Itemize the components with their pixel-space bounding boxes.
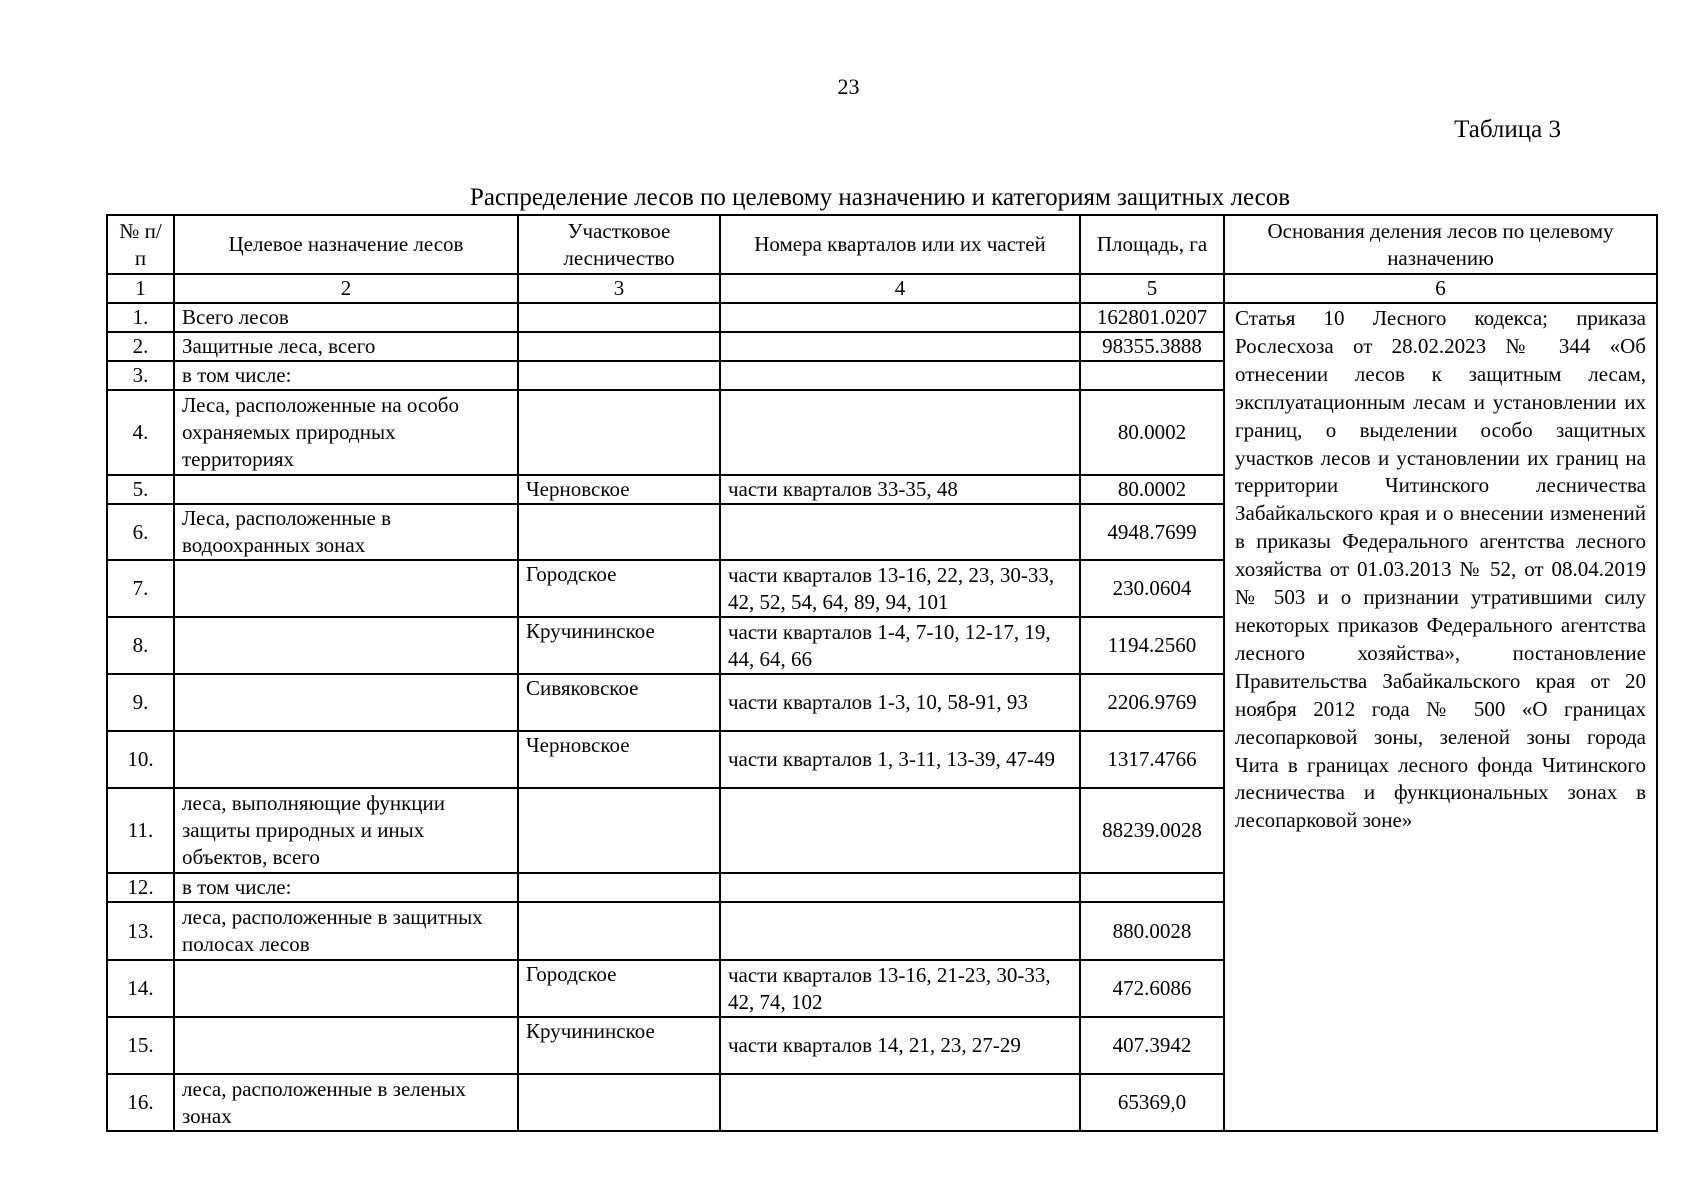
row-purpose: Защитные леса, всего (174, 332, 518, 361)
row-number: 8. (107, 617, 174, 674)
column-number: 2 (174, 274, 518, 303)
header-quarters: Номера кварталов или их частей (720, 215, 1080, 274)
header-forestry: Участковое лесничество (518, 215, 720, 274)
column-number: 6 (1224, 274, 1657, 303)
row-area: 80.0002 (1080, 390, 1224, 475)
row-forestry (518, 332, 720, 361)
row-number: 3. (107, 361, 174, 390)
row-quarters (720, 361, 1080, 390)
column-number: 5 (1080, 274, 1224, 303)
row-area: 407.3942 (1080, 1017, 1224, 1074)
row-area: 4948.7699 (1080, 504, 1224, 560)
row-area: 472.6086 (1080, 960, 1224, 1017)
row-quarters (720, 504, 1080, 560)
row-quarters (720, 303, 1080, 332)
row-forestry (518, 902, 720, 960)
row-purpose: Леса, расположенные на особо охраняемых природных территориях (174, 390, 518, 475)
row-forestry (518, 303, 720, 332)
row-forestry (518, 788, 720, 873)
row-quarters (720, 332, 1080, 361)
row-area: 98355.3888 (1080, 332, 1224, 361)
row-quarters: части кварталов 14, 21, 23, 27-29 (720, 1017, 1080, 1074)
row-area: 1317.4766 (1080, 731, 1224, 788)
column-number: 4 (720, 274, 1080, 303)
row-forestry: Кручининское (518, 1017, 720, 1074)
column-number: 3 (518, 274, 720, 303)
row-number: 16. (107, 1074, 174, 1131)
row-number: 10. (107, 731, 174, 788)
row-quarters: части кварталов 1-3, 10, 58-91, 93 (720, 674, 1080, 731)
table-title: Распределение лесов по целевому назначению и категориям защитных лесов (469, 184, 1291, 211)
row-purpose (174, 560, 518, 617)
row-purpose (174, 674, 518, 731)
row-quarters: части кварталов 13-16, 22, 23, 30-33, 42, 52, 54, 64, 89, 94, 101 (720, 560, 1080, 617)
row-forestry: Городское (518, 560, 720, 617)
row-number: 13. (107, 902, 174, 960)
column-number: 1 (107, 274, 174, 303)
row-area (1080, 361, 1224, 390)
row-purpose (174, 960, 518, 1017)
row-quarters (720, 902, 1080, 960)
row-purpose: леса, расположенные в защитных полосах лесов (174, 902, 518, 960)
header-purpose: Целевое назначение лесов (174, 215, 518, 274)
row-quarters (720, 390, 1080, 475)
row-number: 1. (107, 303, 174, 332)
row-number: 7. (107, 560, 174, 617)
row-forestry (518, 873, 720, 902)
row-forestry: Сивяковское (518, 674, 720, 731)
row-area: 880.0028 (1080, 902, 1224, 960)
row-purpose (174, 1017, 518, 1074)
row-number: 2. (107, 332, 174, 361)
row-number: 9. (107, 674, 174, 731)
row-purpose (174, 617, 518, 674)
header-row (107, 215, 1657, 274)
row-area: 2206.9769 (1080, 674, 1224, 731)
header-area: Площадь, га (1080, 215, 1224, 274)
row-quarters (720, 873, 1080, 902)
row-area (1080, 873, 1224, 902)
row-purpose: леса, выполняющие функции защиты природных и иных объектов, всего (174, 788, 518, 873)
row-forestry: Городское (518, 960, 720, 1017)
row-area: 65369,0 (1080, 1074, 1224, 1131)
row-purpose: Леса, расположенные в водоохранных зонах (174, 504, 518, 560)
row-quarters (720, 788, 1080, 873)
table-row (107, 303, 1657, 332)
row-quarters: части кварталов 1, 3-11, 13-39, 47-49 (720, 731, 1080, 788)
row-number: 11. (107, 788, 174, 873)
row-forestry (518, 361, 720, 390)
row-quarters: части кварталов 33-35, 48 (720, 475, 1080, 504)
row-number: 6. (107, 504, 174, 560)
header-basis: Основания деления лесов по целевому назначению (1224, 215, 1657, 274)
row-area: 230.0604 (1080, 560, 1224, 617)
row-purpose: Всего лесов (174, 303, 518, 332)
row-number: 15. (107, 1017, 174, 1074)
row-number: 5. (107, 475, 174, 504)
row-purpose (174, 475, 518, 504)
column-number-row (107, 274, 1657, 303)
row-purpose: леса, расположенные в зеленых зонах (174, 1074, 518, 1131)
row-area: 88239.0028 (1080, 788, 1224, 873)
row-purpose: в том числе: (174, 361, 518, 390)
row-quarters (720, 1074, 1080, 1131)
row-number: 14. (107, 960, 174, 1017)
row-forestry (518, 390, 720, 475)
page-number: 23 (837, 74, 860, 99)
row-number: 12. (107, 873, 174, 902)
row-number: 4. (107, 390, 174, 475)
basis-text: Статья 10 Лесного кодекса; приказа Рослесхоза от 28.02.2023 № 344 «Об отнесении лесов к защитным лесам, эксплуатационным лесам и установлении их границ, о выделении особо защитных участков лесов и установлении их границ на территории Читинского лесничества Забайкальского края и о внесении изменений в приказы Федерального агентства лесного хозяйства от 01.03.2013 № 52, от 08.04.2019 № 503 и о признании утратившими силу некоторых приказов Федерального агентства лесного хозяйства», постановление Правительства Забайкальского края от 20 ноября 2012 года № 500 «О границах лесопарковой зоны, зеленой зоны города Чита в границах лесного фонда Читинского лесничества и функциональных зонах в лесопарковой зоне» (1224, 303, 1657, 1131)
header-no: № п/п (107, 215, 174, 274)
row-purpose: в том числе: (174, 873, 518, 902)
row-forestry: Черновское (518, 731, 720, 788)
row-forestry (518, 504, 720, 560)
row-forestry: Кручининское (518, 617, 720, 674)
forest-distribution-table (106, 214, 1658, 1132)
row-area: 80.0002 (1080, 475, 1224, 504)
row-quarters: части кварталов 1-4, 7-10, 12-17, 19, 44, 64, 66 (720, 617, 1080, 674)
table-label: Таблица 3 (1454, 116, 1561, 143)
row-area: 1194.2560 (1080, 617, 1224, 674)
row-quarters: части кварталов 13-16, 21-23, 30-33, 42, 74, 102 (720, 960, 1080, 1017)
row-purpose (174, 731, 518, 788)
row-forestry: Черновское (518, 475, 720, 504)
row-forestry (518, 1074, 720, 1131)
row-area: 162801.0207 (1080, 303, 1224, 332)
